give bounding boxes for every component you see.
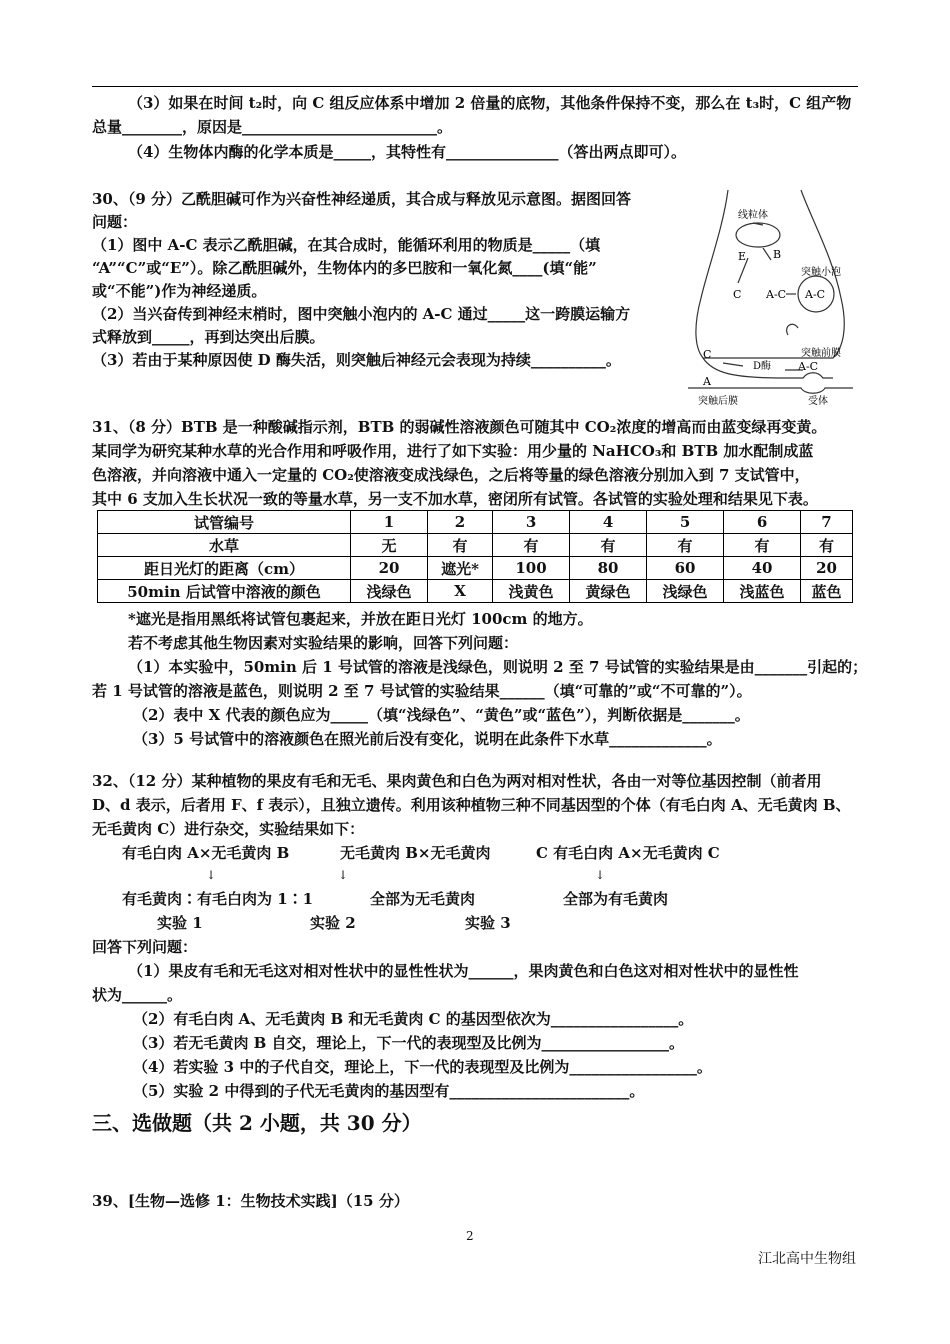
q30-line: 30、（9 分）乙酰胆碱可作为兴奋性神经递质，其合成与释放见示意图。据图回答 xyxy=(92,190,632,208)
table-cell: 距日光灯的距离（cm） xyxy=(98,557,351,580)
vesicle-label: 突触小泡 xyxy=(801,267,841,278)
q31-q2: （2）表中 X 代表的颜色应为_____（填“浅绿色”、“黄色”或“蓝色”），判断依据是_______。 xyxy=(133,706,750,724)
q32-line: 无毛黄肉 C）进行杂交，实验结果如下： xyxy=(92,820,365,838)
q30-line: （3）若由于某种原因使 D 酶失活，则突触后神经元会表现为持续__________。 xyxy=(92,351,621,369)
q29-line-3: （3）如果在时间 t₂时，向 C 组反应体系中增加 2 倍量的底物，其他条件保持不变，那么在 t₃时，C 组产物 xyxy=(128,94,852,112)
q32-q1b: 状为______。 xyxy=(92,986,183,1004)
table-cell: 浅绿色 xyxy=(351,580,428,603)
q32-prompt: 回答下列问题： xyxy=(92,938,198,956)
label-AC-cleft: A-C xyxy=(798,360,819,373)
table-cell: 2 xyxy=(428,511,493,534)
result-3: 全部为有毛黄肉 xyxy=(563,890,669,908)
label-AC-vesicle: A-C xyxy=(805,288,826,301)
result-1: 有毛黄肉∶有毛白肉为 1∶1 xyxy=(122,890,314,908)
table-cell: 浅绿色 xyxy=(647,580,724,603)
result-2: 全部为无毛黄肉 xyxy=(370,890,476,908)
table-cell: 40 xyxy=(724,557,801,580)
q32-q3: （3）若无毛黄肉 B 自交，理论上，下一代的表现型及比例为_________________。 xyxy=(133,1034,685,1052)
table-cell: X xyxy=(428,580,493,603)
q30-line: 问题： xyxy=(92,213,138,231)
table-row xyxy=(98,557,853,580)
post-membrane-label: 突触后膜 xyxy=(698,396,738,407)
label-B: B xyxy=(773,248,782,261)
pre-membrane-label: 突触前膜 xyxy=(801,348,841,359)
table-cell: 遮光* xyxy=(428,557,493,580)
table-cell: 试管编号 xyxy=(98,511,351,534)
table-cell: 100 xyxy=(493,557,570,580)
q31-line: 其中 6 支加入生长状况一致的等量水草，另一支不加水草，密闭所有试管。各试管的实验处理和结果见下表。 xyxy=(92,490,818,508)
btb-table xyxy=(97,510,853,603)
q32-line: D、d 表示，后者用 F、f 表示），且独立遗传。利用该种植物三种不同基因型的个体（有毛白肉 A、无毛黄肉 B、 xyxy=(92,796,851,814)
experiment-label-3: 实验 3 xyxy=(465,914,511,932)
table-cell: 浅黄色 xyxy=(493,580,570,603)
q32-line: 32、（12 分）某种植物的果皮有毛和无毛、果肉黄色和白色为两对相对性状，各由一对等位基因控制（前者用 xyxy=(92,772,822,790)
q30-line: （1）图中 A-C 表示乙酰胆碱，在其合成时，能循环利用的物质是_____（填 xyxy=(92,236,601,254)
table-cell: 蓝色 xyxy=(801,580,853,603)
arrow-down: ↓ xyxy=(595,868,606,882)
experiment-label-1: 实验 1 xyxy=(157,914,203,932)
table-cell: 20 xyxy=(801,557,853,580)
footer-text: 江北高中生物组 xyxy=(758,1251,856,1267)
cross-3: C 有毛白肉 A×无毛黄肉 C xyxy=(536,844,720,862)
receptor-label: 受体 xyxy=(808,396,828,407)
label-E: E xyxy=(738,250,747,263)
table-cell: 7 xyxy=(801,511,853,534)
q29-line-4: （4）生物体内酶的化学本质是_____，其特性有_______________（答出两点即可）。 xyxy=(128,143,686,161)
table-cell: 黄绿色 xyxy=(570,580,647,603)
table-cell: 60 xyxy=(647,557,724,580)
q31-q1: （1）本实验中，50min 后 1 号试管的溶液是浅绿色，则说明 2 至 7 号试管的实验结果是由_______引起的； xyxy=(128,658,868,676)
q32-q1: （1）果皮有毛和无毛这对相对性状中的显性性状为______，果肉黄色和白色这对相对性状中的显性性 xyxy=(128,962,799,980)
q32-q5: （5）实验 2 中得到的子代无毛黄肉的基因型有________________________。 xyxy=(133,1082,645,1100)
label-C: C xyxy=(733,288,742,301)
arrow-down: ↓ xyxy=(206,868,217,882)
table-cell: 3 xyxy=(493,511,570,534)
table-cell: 有 xyxy=(801,534,853,557)
q31-line: 某同学为研究某种水草的光合作用和呼吸作用，进行了如下实验：用少量的 NaHCO₃和 BTB 加水配制成蓝 xyxy=(92,442,814,460)
q31-line: 31、（8 分）BTB 是一种酸碱指示剂，BTB 的弱碱性溶液颜色可随其中 CO₂浓度的增高而由蓝变绿再变黄。 xyxy=(92,418,827,436)
arrow-down: ↓ xyxy=(338,868,349,882)
q31-line: 若不考虑其他生物因素对实验结果的影响，回答下列问题： xyxy=(128,634,519,652)
q31-q1b: 若 1 号试管的溶液是蓝色，则说明 2 至 7 号试管的实验结果______（填“可靠的”或“不可靠的”）。 xyxy=(92,682,752,700)
synapse-diagram xyxy=(683,188,861,410)
table-row xyxy=(98,511,853,534)
label-AC: A-C xyxy=(766,288,787,301)
table-cell: 无 xyxy=(351,534,428,557)
table-cell: 水草 xyxy=(98,534,351,557)
table-cell: 6 xyxy=(724,511,801,534)
mito-label: 线粒体 xyxy=(738,210,768,221)
q31-note: *遮光是指用黑纸将试管包裹起来，并放在距日光灯 100cm 的地方。 xyxy=(128,610,593,628)
q30-line: 式释放到_____，再到达突出后膜。 xyxy=(92,328,325,346)
q32-q2: （2）有毛白肉 A、无毛黄肉 B 和无毛黄肉 C 的基因型依次为_________________。 xyxy=(133,1010,694,1028)
table-cell: 20 xyxy=(351,557,428,580)
q31-q3: （3）5 号试管中的溶液颜色在照光前后没有变化，说明在此条件下水草_____________。 xyxy=(133,730,722,748)
cross-2: 无毛黄肉 B×无毛黄肉 xyxy=(340,844,491,862)
table-cell: 50min 后试管中溶液的颜色 xyxy=(98,580,351,603)
q39-heading: 39、[生物—选修 1：生物技术实践]（15 分） xyxy=(92,1192,409,1210)
table-cell: 有 xyxy=(724,534,801,557)
label-C-bottom: C xyxy=(703,348,712,361)
q32-q4: （4）若实验 3 中的子代自交，理论上，下一代的表现型及比例为_________________。 xyxy=(133,1058,712,1076)
table-cell: 有 xyxy=(647,534,724,557)
table-cell: 有 xyxy=(428,534,493,557)
table-cell: 有 xyxy=(570,534,647,557)
section-heading: 三、选做题（共 2 小题，共 30 分） xyxy=(92,1111,422,1135)
table-cell: 80 xyxy=(570,557,647,580)
enzyme-label: D酶 xyxy=(753,361,772,372)
table-cell: 4 xyxy=(570,511,647,534)
table-cell: 1 xyxy=(351,511,428,534)
q30-line: （2）当兴奋传到神经末梢时，图中突触小泡内的 A-C 通过_____这一跨膜运输方 xyxy=(92,305,631,323)
table-row xyxy=(98,580,853,603)
table-row xyxy=(98,534,853,557)
table-cell: 5 xyxy=(647,511,724,534)
label-A: A xyxy=(703,375,711,388)
q31-line: 色溶液，并向溶液中通入一定量的 CO₂使溶液变成浅绿色，之后将等量的绿色溶液分别加入到 7 支试管中， xyxy=(92,466,810,484)
page-number: 2 xyxy=(466,1229,474,1243)
q30-line: 或“不能”)作为神经递质。 xyxy=(92,282,267,300)
q29-line-3b: 总量________，原因是__________________________。 xyxy=(92,118,453,136)
header-rule xyxy=(92,86,858,87)
q30-line: “A”“C”或“E”）。除乙酰胆碱外，生物体内的多巴胺和一氧化氮____(填“能” xyxy=(92,259,597,277)
table-cell: 有 xyxy=(493,534,570,557)
cross-1: 有毛白肉 A×无毛黄肉 B xyxy=(122,844,290,862)
experiment-label-2: 实验 2 xyxy=(310,914,356,932)
table-cell: 浅蓝色 xyxy=(724,580,801,603)
